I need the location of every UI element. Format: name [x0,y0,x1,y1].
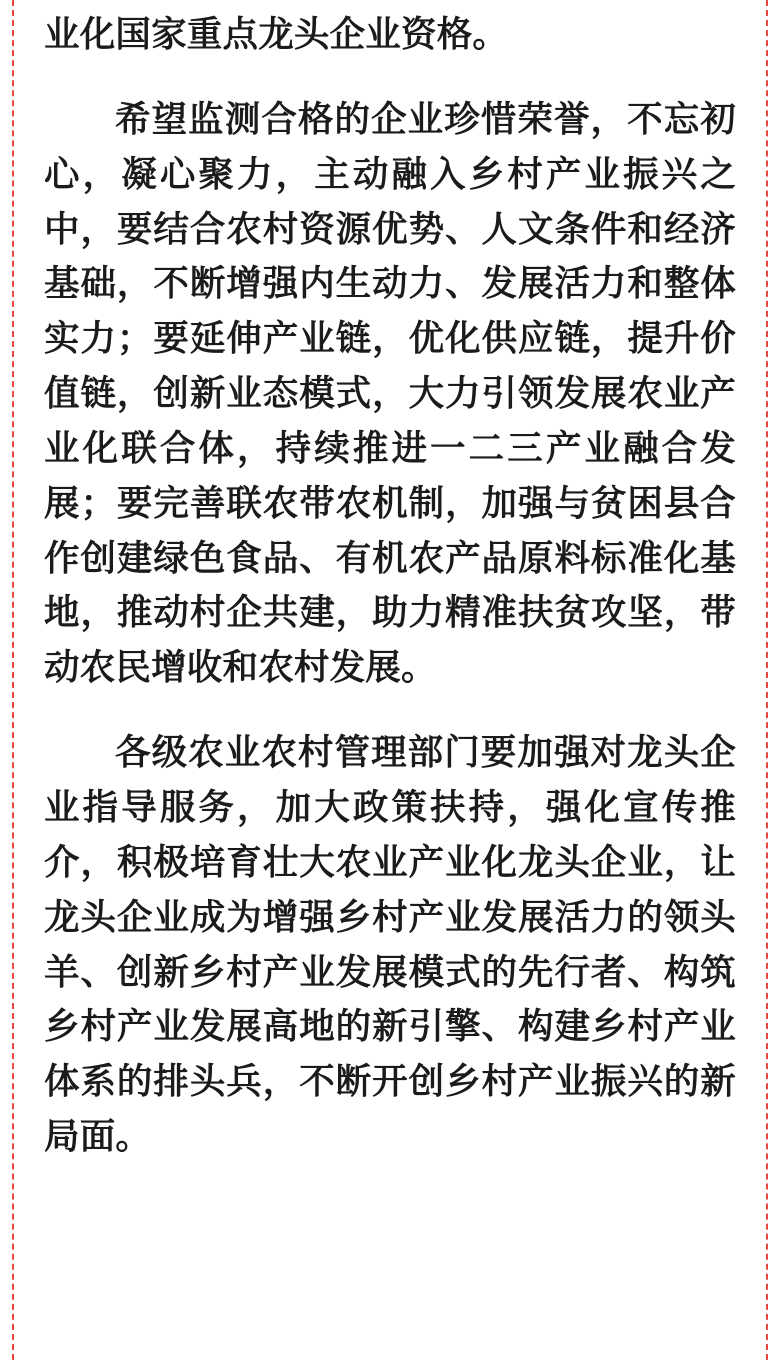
paragraph-continuation: 业化国家重点龙头企业资格。 [44,14,509,55]
left-dashed-border [12,0,14,1360]
paragraph-enterprise-honor: 希望监测合格的企业珍惜荣誉，不忘初心，凝心聚力，主动融入乡村产业振兴之中，要结合农村资源优势、人文条件和经济基础，不断增强内生动力、发展活力和整体实力；要延伸产业链，优化供应链，提升价值链，创新业态模式，大力引领发展农业产业化联合体，持续推进一二三产业融合发展；要完善联农带农机制，加强与贫困县合作创建绿色食品、有机农产品原料标准化基地，推动村企共建，助力精准扶贫攻坚，带动农民增收和农村发展。 [44,98,736,689]
document-body [38,0,742,1360]
right-dashed-border [766,0,768,1360]
paragraph-management-department: 各级农业农村管理部门要加强对龙头企业指导服务，加大政策扶持，强化宣传推介，积极培育壮大农业产业化龙头企业，让龙头企业成为增强乡村产业发展活力的领头羊、创新乡村产业发展模式的先行者、构筑乡村产业发展高地的新引擎、构建乡村产业体系的排头兵，不断开创乡村产业振兴的新局面。 [44,732,736,1158]
